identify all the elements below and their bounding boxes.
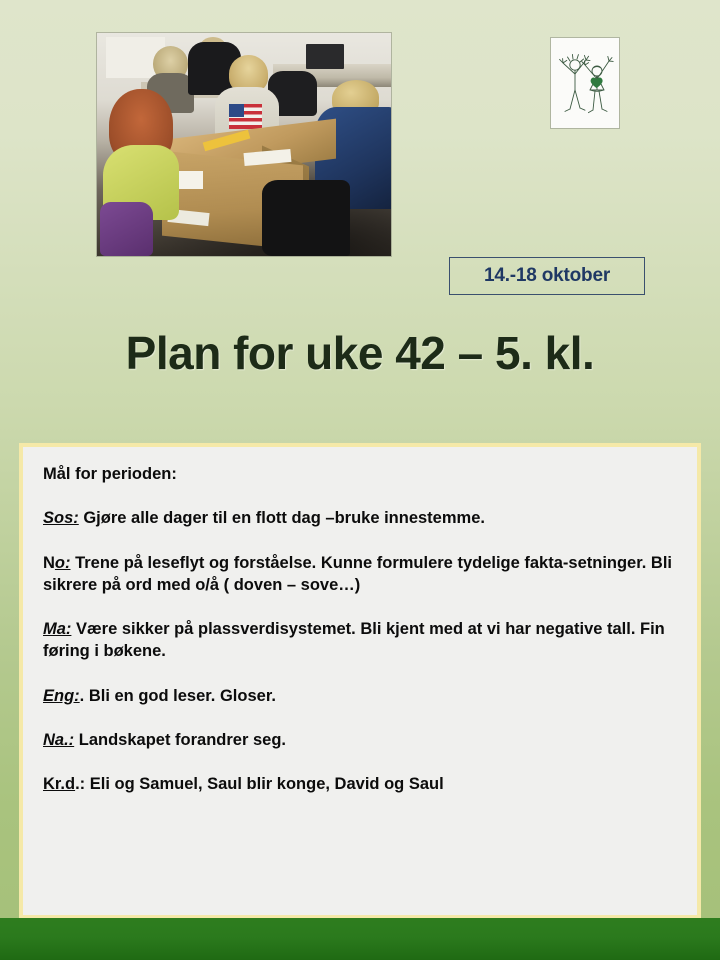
stick-figure-drawing	[551, 38, 619, 128]
bottom-band	[0, 918, 720, 960]
goal-item-natur	[43, 729, 677, 751]
photo-backpack	[100, 202, 153, 256]
goal-text-matematikk: Være sikker på plassverdisystemet. Bli kjent med at vi har negative tall. Fin føring i bøkene.	[43, 620, 665, 661]
goal-item-engelsk	[43, 685, 677, 707]
content-box	[19, 443, 701, 919]
goal-text-norsk: Trene på leseflyt og forståelse. Kunne formulere tydelige fakta-setninger. Bli sikrere på ord med o/å ( doven – sove…)	[43, 553, 673, 594]
goal-item-norsk	[43, 552, 677, 597]
goal-label-lead-norsk: N	[43, 553, 55, 572]
goal-label-norsk: o:	[54, 553, 71, 572]
goal-label-engelsk: Eng:	[43, 686, 80, 705]
photo-paper-slip-2	[179, 171, 203, 189]
content-heading: Mål for perioden:	[43, 465, 177, 483]
date-badge	[449, 257, 645, 295]
photo-chair-front	[262, 180, 350, 256]
photo-canvas	[97, 33, 391, 256]
classroom-photo	[97, 33, 391, 256]
photo-usa-flag	[229, 104, 261, 129]
goal-label-krd: Kr.d	[43, 775, 76, 794]
goal-item-krd	[43, 773, 677, 795]
goal-text-engelsk: . Bli en god leser. Gloser.	[79, 686, 276, 705]
goal-label-natur: Na.:	[43, 730, 75, 749]
stick-figure-icon	[551, 38, 619, 128]
goal-text-krd: .: Eli og Samuel, Saul blir konge, David og Saul	[75, 775, 444, 794]
goal-label-matematikk: Ma:	[43, 620, 72, 639]
goal-item-sos	[43, 507, 677, 529]
page-title: Plan for uke 42 – 5. kl.	[125, 327, 595, 379]
goal-item-matematikk	[43, 618, 677, 663]
photo-monitor	[306, 44, 344, 69]
goal-text-sos: Gjøre alle dager til en flott dag –bruke innestemme.	[78, 509, 485, 528]
date-badge-label: 14.-18 oktober	[483, 265, 611, 286]
goal-text-natur: Landskapet forandrer seg.	[74, 730, 286, 749]
goal-label-sos: Sos:	[43, 509, 79, 528]
green-heart-icon	[591, 78, 602, 88]
